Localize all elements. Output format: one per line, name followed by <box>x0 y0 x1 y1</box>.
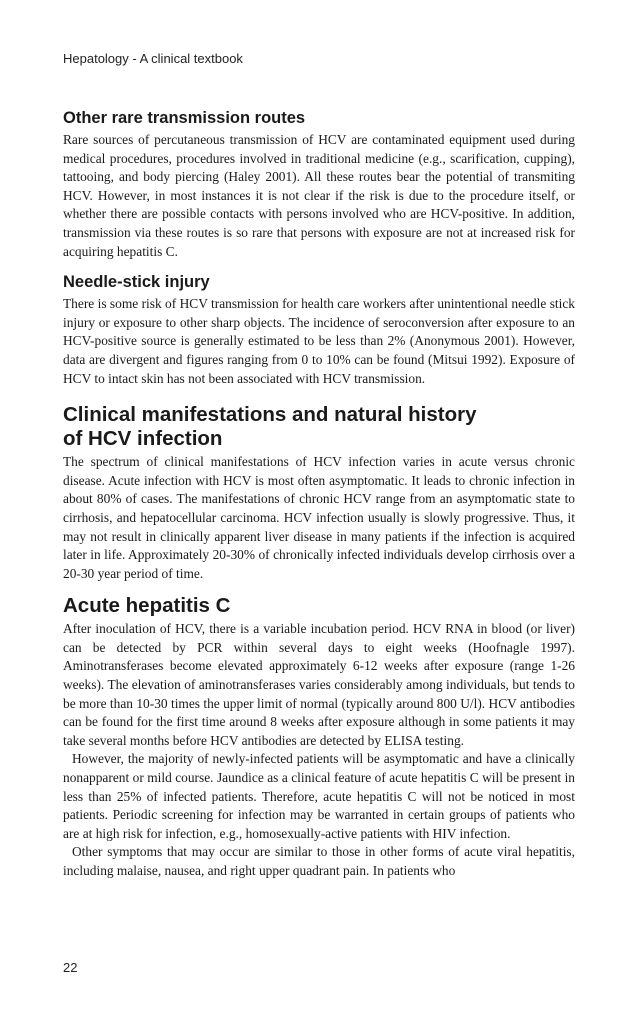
paragraph-acute-3: Other symptoms that may occur are similar to those in other forms of acute viral hepatitis, including malaise, nausea, and right upper quadrant pain. In patients who <box>63 844 575 878</box>
paragraph-rare-routes: Rare sources of percutaneous transmission of HCV are contaminated equipment used during medical procedures, procedures involved in traditional medicine (e.g., scarification, cupping), tattooing, and body piercing (Haley 2001). All these routes bear the potential of transmiting HCV. However, in most instances it is not clear if the risk is due to the procedure itself, or whether there are possible contacts with persons involved who are HCV-positive. In addition, transmission via these routes is so rare that persons with exposure are not at increased risk for acquiring hepatitis C. <box>63 132 575 259</box>
heading-acute-hepatitis-c: Acute hepatitis C <box>63 594 231 618</box>
paragraph-clinical: The spectrum of clinical manifestations of HCV infection varies in acute versus chronic disease. Acute infection with HCV is most often asymptomatic. It leads to chronic infection in about 80% of cases. The manifestations of chronic HCV range from an asymptomatic state to cirrhosis, and hepatocellular carcinoma. HCV infection usually is slowly progressive. Thus, it may not result in clinically apparent liver disease in many patients if the infection is acquired later in life. Approximately 20-30% of chronically infected individuals develop cirrhosis over a 20-30 year period of time. <box>63 454 575 581</box>
heading-other-rare-transmission-routes: Other rare transmission routes <box>63 109 306 127</box>
running-header: Hepatology - A clinical textbook <box>63 51 243 66</box>
page-number: 22 <box>63 960 78 975</box>
page-content <box>63 108 575 881</box>
paragraph-acute-2: However, the majority of newly-infected patients will be asymptomatic and have a clinically nonapparent or mild course. Jaundice as a clinical feature of acute hepatitis C will be present in less than 25% of infected patients. Therefore, acute hepatitis C will not be noticed in most patients. Periodic screening for infection may be warranted in certain groups of patients who are at high risk for infection, e.g., homosexually-active patients with HIV infection. <box>63 751 575 841</box>
heading-clinical-manifestations <box>63 403 575 451</box>
heading-needle-stick-injury: Needle-stick injury <box>63 273 210 292</box>
heading-clinical-line2: of HCV infection <box>63 427 223 451</box>
paragraph-needle-stick: There is some risk of HCV transmission for health care workers after unintentional needle stick injury or exposure to other sharp objects. The incidence of seroconversion after exposure to an HCV-positive source is generally estimated to be less than 2% (Anonymous 2001). However, data are divergent and figures ranging from 0 to 10% can be found (Mitsui 1992). Exposure of HCV to intact skin has not been associated with HCV transmission. <box>63 296 575 386</box>
heading-clinical-line1: Clinical manifestations and natural history <box>63 403 477 427</box>
paragraph-acute-1: After inoculation of HCV, there is a variable incubation period. HCV RNA in blood (or liver) can be detected by PCR within several days to eight weeks (Hoofnagle 1997). Aminotransferases become elevated approximately 6-12 weeks after exposure (range 1-26 weeks). The elevation of aminotransferases varies considerably among individuals, but tends to be more than 10-30 times the upper limit of normal (typically around 800 U/l). HCV antibodies can be found for the first time around 8 weeks after exposure although in some patients it may take several months before HCV antibodies are detected by ELISA testing. <box>63 621 575 748</box>
